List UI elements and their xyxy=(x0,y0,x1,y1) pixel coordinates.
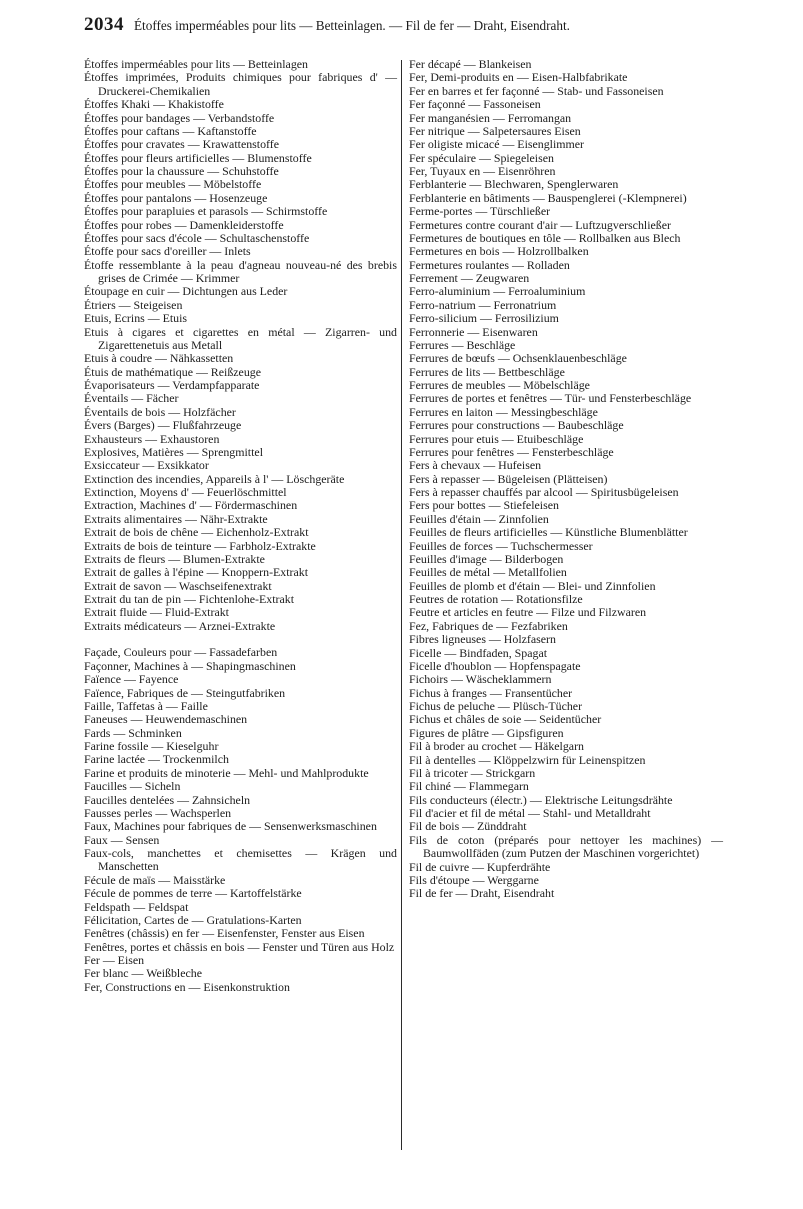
index-entry: Étoffes pour cravates — Krawattenstoffe xyxy=(84,137,280,152)
index-entry: Fil de cuivre — Kupferdrähte xyxy=(409,859,551,874)
index-entry: Fenêtres, portes et châssis en bois — Fenster und Türen aus Holz xyxy=(84,939,395,954)
index-entry: Fer oligiste micacé — Eisenglimmer xyxy=(409,137,585,152)
index-entry: Ferro-natrium — Ferronatrium xyxy=(409,297,557,312)
index-entry: Fer en barres et fer façonné — Stab- und Fassoneisen xyxy=(409,83,664,98)
index-entry: Feuilles d'image — Bilderbogen xyxy=(409,551,564,566)
index-entry: Ficelle d'houblon — Hopfenspagate xyxy=(409,658,581,673)
index-entry: Farine lactée — Trockenmilch xyxy=(84,752,229,767)
page-header xyxy=(84,14,744,36)
index-entry: Extinction des incendies, Appareils à l' — Löschgeräte xyxy=(84,471,345,486)
index-entry: Ferrures de portes et fenêtres — Tür- und Fensterbeschläge xyxy=(409,391,692,406)
index-entry: Faux-cols, manchettes et chemisettes — Krägen und Manschetten xyxy=(84,846,397,874)
index-entry: Ferme-portes — Türschließer xyxy=(409,204,551,219)
index-entry: Fils d'étoupe — Werggarne xyxy=(409,872,539,887)
index-entry: Extrait de savon — Waschseifenextrakt xyxy=(84,578,272,593)
index-entry: Extrait de bois de chêne — Eichenholz-Extrakt xyxy=(84,525,309,540)
index-entry: Fils de coton (préparés pour nettoyer les machines) — Baumwollfäden (zum Putzen der Maschinen vorgerichtet) xyxy=(409,832,723,861)
index-entry: Fer, Tuyaux en — Eisenröhren xyxy=(409,164,556,178)
index-entry: Farine et produits de minoterie — Mehl- und Mahlprodukte xyxy=(84,765,369,780)
index-entry: Ferrures pour constructions — Baubeschläge xyxy=(409,418,624,433)
index-entry: Extinction, Moyens d' — Feuerlöschmittel xyxy=(84,485,287,499)
index-entry: Extraits de fleurs — Blumen-Extrakte xyxy=(84,551,265,566)
index-entry: Extraits médicateurs — Arznei-Extrakte xyxy=(84,618,276,633)
index-entry: Fil à broder au crochet — Häkelgarn xyxy=(409,739,584,754)
index-entry: Ferrures de meubles — Möbelschläge xyxy=(409,378,590,392)
index-entry: Fermetures roulantes — Rolladen xyxy=(409,257,570,272)
running-head: Étoffes imperméables pour lits — Betteinlagen. — Fil de fer — Draht, Eisendraht. xyxy=(134,18,570,33)
index-entry: Étoffes pour sacs d'école — Schultaschenstoffe xyxy=(84,230,310,245)
index-entry: Étoffes pour bandages — Verbandstoffe xyxy=(84,110,275,125)
index-entry: Fichus à franges — Fransentücher xyxy=(409,685,573,700)
index-entry: Faïence, Fabriques de — Steingutfabriken xyxy=(84,685,286,700)
index-entry: Étoupage en cuir — Dichtungen aus Leder xyxy=(84,284,288,299)
column-divider xyxy=(401,60,402,1150)
index-entry: Étoffes imperméables pour lits — Betteinlagen xyxy=(84,57,308,71)
index-entry: Fil à dentelles — Klöppelzwirn für Leinenspitzen xyxy=(409,752,646,767)
index-entry: Faïence — Fayence xyxy=(84,672,179,687)
index-entry: Feldspath — Feldspat xyxy=(84,899,189,914)
index-entry: Fer décapé — Blankeisen xyxy=(409,57,532,71)
index-entry: Félicitation, Cartes de — Gratulations-Karten xyxy=(84,912,302,927)
index-entry: Etuis à coudre — Nähkassetten xyxy=(84,351,234,366)
index-entry: Évaporisateurs — Verdampfapparate xyxy=(84,378,260,392)
index-entry: Faille, Taffetas à — Faille xyxy=(84,698,208,713)
index-entry: Ferblanterie — Blechwaren, Spenglerwaren xyxy=(409,177,619,192)
index-entry: Faux — Sensen xyxy=(84,832,160,847)
index-entry: Évers (Barges) — Flußfahrzeuge xyxy=(84,418,242,433)
index-entry: Ferrement — Zeugwaren xyxy=(409,271,530,285)
index-entry: Fil d'acier et fil de métal — Stahl- und Metalldraht xyxy=(409,806,651,820)
index-entry: Fil de bois — Zünddraht xyxy=(409,819,527,834)
index-entry: Fermetures de boutiques en tôle — Rollbalken aus Blech xyxy=(409,230,681,245)
index-entry: Ferrures de bœufs — Ochsenklauenbeschläge xyxy=(409,351,627,366)
index-entry: Fausses perles — Wachsperlen xyxy=(84,805,232,820)
index-entry: Extraits de bois de teinture — Farbholz-Extrakte xyxy=(84,538,316,553)
index-entry: Fenêtres (châssis) en fer — Eisenfenster, Fenster aus Eisen xyxy=(84,926,365,941)
index-entry: Étoffe ressemblante à la peau d'agneau nouveau-né des brebis grises de Crimée — Krimmer xyxy=(84,257,397,285)
index-entry: Fibres ligneuses — Holzfasern xyxy=(409,632,556,647)
index-entry: Étoffes pour parapluies et parasols — Schirmstoffe xyxy=(84,204,328,219)
index-entry: Fer nitrique — Salpetersaures Eisen xyxy=(409,123,581,138)
index-entry: Fil à tricoter — Strickgarn xyxy=(409,765,536,780)
index-entry: Explosives, Matières — Sprengmittel xyxy=(84,444,263,459)
index-entry: Fer spéculaire — Spiegeleisen xyxy=(409,150,554,165)
index-entry: Fils conducteurs (électr.) — Elektrische Leitungsdrähte xyxy=(409,792,673,807)
right-column xyxy=(409,58,723,901)
index-entry: Étoffes pour fleurs artificielles — Blumenstoffe xyxy=(84,150,312,165)
index-entry: Fil de fer — Draht, Eisendraht xyxy=(409,886,555,901)
index-entry: Faux, Machines pour fabriques de — Sensenwerksmaschinen xyxy=(84,819,377,834)
index-entry: Feuilles de plomb et d'étain — Blei- und Zinnfolien xyxy=(409,578,656,593)
index-entry: Fer, Demi-produits en — Eisen-Halbfabrikate xyxy=(409,70,628,85)
index-entry: Ferrures de lits — Bettbeschläge xyxy=(409,364,565,379)
index-entry: Ferro-silicium — Ferrosilizium xyxy=(409,311,559,326)
index-entry: Étriers — Steigeisen xyxy=(84,297,183,312)
index-entry: Étoffes pour pantalons — Hosenzeuge xyxy=(84,190,268,205)
index-entry: Éventails — Fächer xyxy=(84,391,179,406)
index-entry: Étoffes Khaki — Khakistoffe xyxy=(84,97,224,112)
index-entry: Ferrures en laiton — Messingbeschläge xyxy=(409,404,598,419)
index-entry: Extraction, Machines d' — Fördermaschinen xyxy=(84,498,298,513)
index-entry: Éventails de bois — Holzfächer xyxy=(84,404,236,419)
index-entry: Extraits alimentaires — Nähr-Extrakte xyxy=(84,511,268,526)
index-entry: Feuilles d'étain — Zinnfolien xyxy=(409,511,549,526)
index-entry: Fers à chevaux — Hufeisen xyxy=(409,458,542,473)
index-entry: Fichus de peluche — Plüsch-Tücher xyxy=(409,699,583,713)
index-entry: Façonner, Machines à — Shapingmaschinen xyxy=(84,658,296,673)
index-entry: Figures de plâtre — Gipsfiguren xyxy=(409,725,564,740)
index-entry: Ferrures pour fenêtres — Fensterbeschläge xyxy=(409,444,614,459)
index-entry: Étoffes pour robes — Damenkleiderstoffe xyxy=(84,217,284,232)
index-entry: Fer, Constructions en — Eisenkonstruktion xyxy=(84,979,290,994)
index-entry: Fer manganésien — Ferromangan xyxy=(409,110,572,125)
index-entry: Fil chiné — Flammegarn xyxy=(409,779,529,794)
page-number: 2034 xyxy=(84,14,124,35)
index-entry: Faucilles dentelées — Zahnsicheln xyxy=(84,792,251,807)
index-entry: Ferrures — Beschläge xyxy=(409,337,516,352)
index-entry: Fers à repasser chauffés par alcool — Spiritusbügeleisen xyxy=(409,485,679,499)
section-gap xyxy=(84,633,397,646)
index-entry: Feutres de rotation — Rotationsfilze xyxy=(409,592,583,606)
index-entry: Feuilles de métal — Metallfolien xyxy=(409,565,567,580)
index-entry: Fers à repasser — Bügeleisen (Plätteisen) xyxy=(409,471,608,486)
index-entry: Fichoirs — Wäscheklammern xyxy=(409,672,552,687)
index-entry: Ferrures pour etuis — Etuibeschläge xyxy=(409,431,584,446)
index-entry: Ferronnerie — Eisenwaren xyxy=(409,324,538,339)
index-entry: Fécule de maïs — Maisstärke xyxy=(84,872,226,887)
index-entry: Fers pour bottes — Stiefeleisen xyxy=(409,498,559,513)
index-entry: Fez, Fabriques de — Fezfabriken xyxy=(409,618,568,633)
index-entry: Feutre et articles en feutre — Filze und Filzwaren xyxy=(409,605,647,620)
index-entry: Faucilles — Sicheln xyxy=(84,779,181,794)
index-entry: Etuis, Ecrins — Etuis xyxy=(84,311,188,326)
index-entry: Façade, Couleurs pour — Fassadefarben xyxy=(84,645,278,660)
index-entry: Étuis de mathématique — Reißzeuge xyxy=(84,364,261,379)
index-entry: Extrait de galles à l'épine — Knoppern-Extrakt xyxy=(84,565,309,580)
index-entry: Exhausteurs — Exhaustoren xyxy=(84,431,220,446)
index-entry: Extrait du tan de pin — Fichtenlohe-Extrakt xyxy=(84,592,295,606)
index-entry: Fichus et châles de soie — Seidentücher xyxy=(409,712,602,727)
index-entry: Ferblanterie en bâtiments — Bauspenglerei (-Klempnerei) xyxy=(409,190,687,205)
index-entry: Fer façonné — Fassoneisen xyxy=(409,97,541,112)
entries-f-section xyxy=(84,646,397,994)
index-entry: Etuis à cigares et cigarettes en métal — Zigarren- und Zigarettenetuis aus Metall xyxy=(84,324,397,352)
index-entry: Faneuses — Heuwendemaschinen xyxy=(84,712,248,727)
index-entry: Ficelle — Bindfaden, Spagat xyxy=(409,645,548,660)
index-entry: Feuilles de fleurs artificielles — Künstliche Blumenblätter xyxy=(409,525,688,540)
index-entry: Fermetures en bois — Holzrollbalken xyxy=(409,244,589,259)
index-entry: Extrait fluide — Fluid-Extrakt xyxy=(84,605,229,620)
left-column xyxy=(84,58,397,994)
index-entry: Étoffes pour caftans — Kaftanstoffe xyxy=(84,123,257,138)
index-entry: Fer — Eisen xyxy=(84,953,145,968)
index-entry: Étoffes imprimées, Produits chimiques pour fabriques d' — Druckerei-Chemikalien xyxy=(84,70,397,98)
index-entry: Fer blanc — Weißbleche xyxy=(84,966,203,981)
index-entry: Étoffes pour meubles — Möbelstoffe xyxy=(84,177,262,192)
entries-e-section xyxy=(84,58,397,633)
index-entry: Étoffes pour la chaussure — Schuhstoffe xyxy=(84,164,279,178)
index-entry: Fermetures contre courant d'air — Luftzugverschließer xyxy=(409,217,671,232)
index-entry: Farine fossile — Kieselguhr xyxy=(84,739,219,754)
index-entry: Fards — Schminken xyxy=(84,725,182,740)
index-entry: Feuilles de forces — Tuchschermesser xyxy=(409,538,593,553)
entries-fer-fil-section xyxy=(409,58,723,901)
index-entry: Étoffe pour sacs d'oreiller — Inlets xyxy=(84,244,251,259)
index-entry: Exsiccateur — Exsikkator xyxy=(84,458,209,473)
index-entry: Ferro-aluminium — Ferroaluminium xyxy=(409,284,586,299)
index-entry: Fécule de pommes de terre — Kartoffelstärke xyxy=(84,886,302,901)
